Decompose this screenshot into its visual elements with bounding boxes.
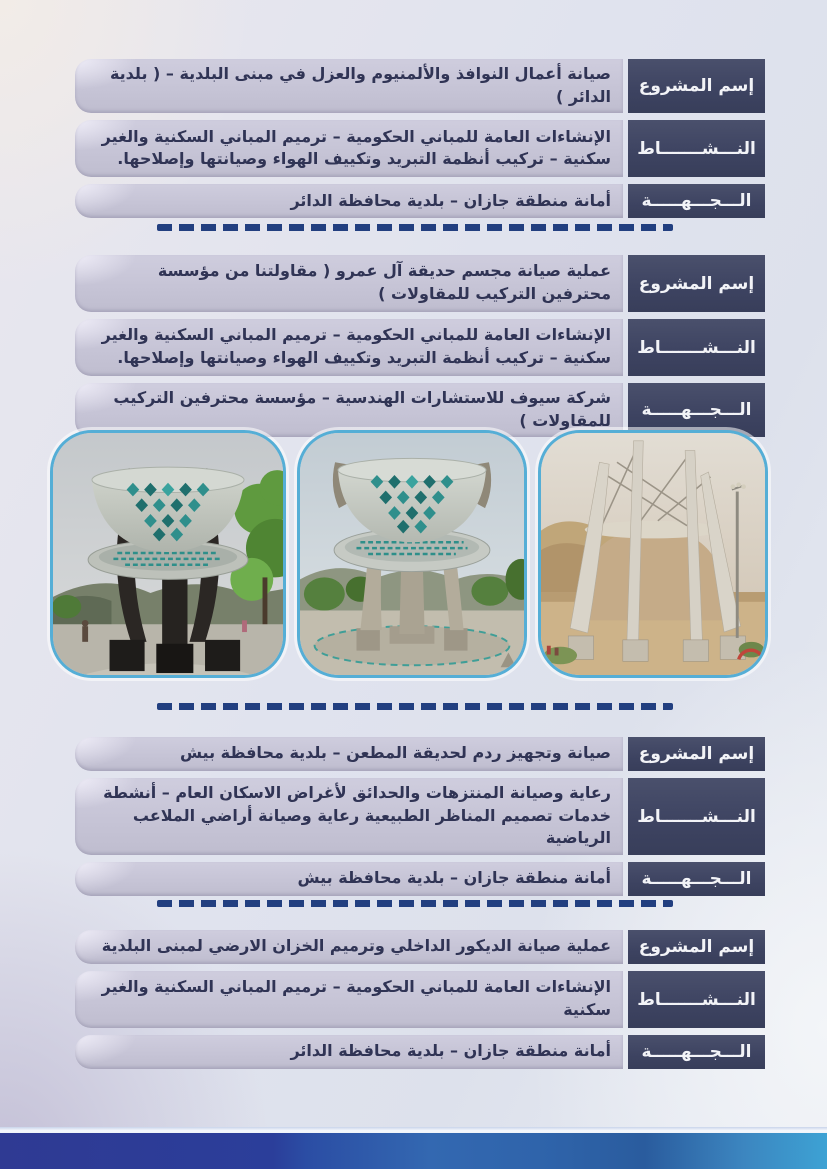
table-row (75, 255, 765, 312)
table-row (75, 120, 765, 177)
project-name-value: صيانة وتجهيز ردم لحديقة المطعن – بلدية محافظة بيش (75, 737, 623, 771)
photo-bowl-monument (297, 430, 527, 678)
table-row (75, 59, 765, 113)
project-table-1 (75, 59, 765, 225)
dashed-separator (157, 224, 673, 231)
project-name-value: صيانة أعمال النوافذ والألمنيوم والعزل في مبنى البلدية – ( بلدية الدائر ) (75, 59, 623, 113)
bowl-monument-dark-illustration (53, 433, 283, 675)
project-name-label: إسم المشروع (628, 737, 765, 771)
activity-label: النـــشـــــــاط (628, 971, 765, 1028)
table-row (75, 930, 765, 964)
table-row (75, 1035, 765, 1069)
activity-label: النـــشـــــــاط (628, 778, 765, 855)
dashed-separator (157, 900, 673, 907)
project-table-3 (75, 737, 765, 903)
footer-band (0, 1133, 827, 1169)
project-name-value: عملية صيانة الديكور الداخلي وترميم الخزان الارضي لمبنى البلدية (75, 930, 623, 964)
activity-value: الإنشاءات العامة للمباني الحكومية – ترميم المباني السكنية والغير سكنية – تركيب أنظمة التبريد وتكييف الهواء وصيانتها وإصلاحها. (75, 319, 623, 376)
entity-label: الـــجـــهـــــة (628, 383, 765, 437)
entity-label: الـــجـــهـــــة (628, 1035, 765, 1069)
entity-label: الـــجـــهـــــة (628, 184, 765, 218)
table-row (75, 319, 765, 376)
table-row (75, 971, 765, 1028)
table-row (75, 862, 765, 896)
project-table-4 (75, 930, 765, 1076)
project-table-2 (75, 255, 765, 444)
monument-structure-illustration (541, 433, 765, 675)
photo-strip (50, 430, 768, 678)
entity-value: شركة سيوف للاستشارات الهندسية – مؤسسة محترفين التركيب للمقاولات ) (75, 383, 623, 437)
entity-value: أمانة منطقة جازان – بلدية محافظة بيش (75, 862, 623, 896)
entity-value: أمانة منطقة جازان – بلدية محافظة الدائر (75, 184, 623, 218)
project-name-value: عملية صيانة مجسم حديقة آل عمرو ( مقاولتنا من مؤسسة محترفين التركيب للمقاولات ) (75, 255, 623, 312)
bowl-monument-illustration (300, 433, 524, 675)
project-name-label: إسم المشروع (628, 255, 765, 312)
activity-value: الإنشاءات العامة للمباني الحكومية – ترميم المباني السكنية والغير سكنية (75, 971, 623, 1028)
project-name-label: إسم المشروع (628, 930, 765, 964)
activity-value: رعاية وصيانة المنتزهات والحدائق لأغراض الاسكان العام – أنشطة خدمات تصميم المناظر الطبيعية رعاية وصيانة أراضي الملاعب الرياضية (75, 778, 623, 855)
activity-label: النـــشـــــــاط (628, 120, 765, 177)
activity-value: الإنشاءات العامة للمباني الحكومية – ترميم المباني السكنية والغير سكنية – تركيب أنظمة التبريد وتكييف الهواء وصيانتها وإصلاحها. (75, 120, 623, 177)
activity-label: النـــشـــــــاط (628, 319, 765, 376)
photo-monument-structure (538, 430, 768, 678)
table-row (75, 778, 765, 855)
dashed-separator (157, 703, 673, 710)
table-row (75, 737, 765, 771)
photo-bowl-monument-dark (50, 430, 286, 678)
project-name-label: إسم المشروع (628, 59, 765, 113)
table-row (75, 184, 765, 218)
entity-label: الـــجـــهـــــة (628, 862, 765, 896)
entity-value: أمانة منطقة جازان – بلدية محافظة الدائر (75, 1035, 623, 1069)
